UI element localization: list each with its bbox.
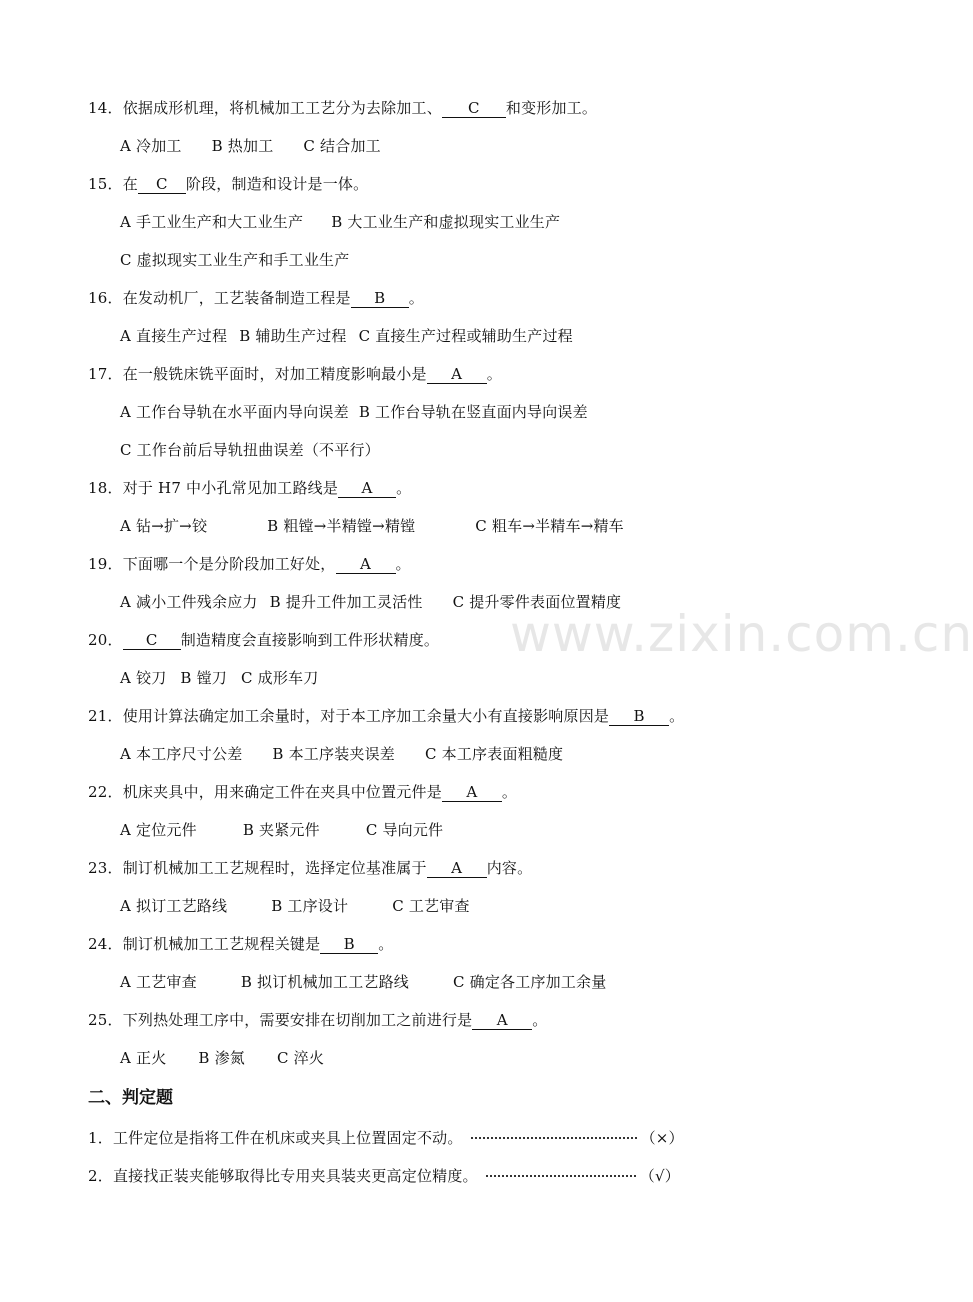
options-21 bbox=[120, 744, 563, 764]
option-a: A 减小工件残余应力 bbox=[120, 593, 258, 611]
answer-blank: A bbox=[442, 784, 502, 802]
option-c: C 本工序表面粗糙度 bbox=[425, 745, 564, 763]
question-20 bbox=[88, 630, 439, 650]
option-b: B 热加工 bbox=[211, 137, 274, 155]
options-14 bbox=[120, 136, 381, 156]
question-number: 21． bbox=[88, 707, 123, 725]
option-c: C 结合加工 bbox=[303, 137, 381, 155]
option-c: C 淬火 bbox=[277, 1049, 325, 1067]
option-b: B 工作台导轨在竖直面内导向误差 bbox=[358, 403, 588, 421]
option-b: B 渗氮 bbox=[198, 1049, 245, 1067]
option-c: C 虚拟现实工业生产和手工业生产 bbox=[120, 251, 350, 269]
question-text: 在一般铣床铣平面时，对加工精度影响最小是 bbox=[122, 365, 427, 383]
option-a: A 铰刀 bbox=[120, 669, 167, 687]
answer-blank: A bbox=[336, 556, 396, 574]
options-18 bbox=[120, 516, 624, 536]
question-number: 23． bbox=[88, 859, 123, 877]
question-number: 20． bbox=[88, 631, 123, 649]
judge-mark: （×） bbox=[640, 1129, 684, 1147]
question-17 bbox=[88, 364, 502, 384]
question-text: 下列热处理工序中，需要安排在切削加工之前进行是 bbox=[122, 1011, 473, 1029]
question-15 bbox=[88, 174, 368, 194]
item-text: 工件定位是指将工件在机床或夹具上位置固定不动。 bbox=[112, 1129, 463, 1147]
options-15 bbox=[120, 212, 560, 232]
question-text-end: 。 bbox=[669, 707, 685, 725]
judge-item-1 bbox=[88, 1128, 684, 1148]
answer-blank: B bbox=[351, 290, 409, 308]
option-a: A 本工序尺寸公差 bbox=[120, 745, 243, 763]
answer-blank: C bbox=[123, 632, 181, 650]
question-number: 19． bbox=[88, 555, 123, 573]
option-a: A 正火 bbox=[120, 1049, 167, 1067]
option-a: A 钻→扩→铰 bbox=[120, 517, 208, 535]
question-18 bbox=[88, 478, 411, 498]
options-17 bbox=[120, 402, 588, 422]
question-text-end: 阶段，制造和设计是一体。 bbox=[185, 175, 369, 193]
answer-blank: A bbox=[427, 366, 487, 384]
judge-mark: （√） bbox=[639, 1167, 680, 1185]
answer-blank: B bbox=[609, 708, 669, 726]
option-c: C 粗车→半精车→精车 bbox=[475, 517, 624, 535]
question-text: 下面哪一个是分阶段加工好处， bbox=[122, 555, 336, 573]
options-20 bbox=[120, 668, 318, 688]
option-a: A 手工业生产和大工业生产 bbox=[120, 213, 304, 231]
option-a: A 工作台导轨在水平面内导向误差 bbox=[120, 403, 349, 421]
options-22 bbox=[120, 820, 443, 840]
option-b: B 拟订机械加工工艺路线 bbox=[240, 973, 410, 991]
option-b: B 工序设计 bbox=[271, 897, 349, 915]
item-text: 直接找正装夹能够取得比专用夹具装夹更高定位精度。 bbox=[112, 1167, 478, 1185]
question-text: 机床夹具中，用来确定工件在夹具中位置元件是 bbox=[122, 783, 442, 801]
question-text-end: 。 bbox=[408, 289, 424, 307]
question-text: 在发动机厂，工艺装备制造工程是 bbox=[122, 289, 351, 307]
question-number: 14． bbox=[88, 99, 123, 117]
question-text-end: 。 bbox=[396, 479, 412, 497]
option-c: C 工作台前后导轨扭曲误差（不平行） bbox=[120, 441, 380, 459]
options-17-line2 bbox=[120, 440, 380, 460]
question-text: 使用计算法确定加工余量时，对于本工序加工余量大小有直接影响原因是 bbox=[122, 707, 610, 725]
option-c: C 直接生产过程或辅助生产过程 bbox=[358, 327, 573, 345]
option-b: B 辅助生产过程 bbox=[239, 327, 347, 345]
question-text: 依据成形机理，将机械加工工艺分为去除加工、 bbox=[122, 99, 442, 117]
option-c: C 确定各工序加工余量 bbox=[453, 973, 607, 991]
item-number: 1． bbox=[88, 1129, 113, 1147]
option-b: B 本工序装夹误差 bbox=[272, 745, 395, 763]
question-text-end: 。 bbox=[532, 1011, 548, 1029]
item-number: 2． bbox=[88, 1167, 113, 1185]
question-text-end: 。 bbox=[501, 783, 518, 801]
options-19 bbox=[120, 592, 621, 612]
section-title: 二、判定题 bbox=[88, 1088, 173, 1108]
option-b: B 夹紧元件 bbox=[242, 821, 320, 839]
option-a: A 拟订工艺路线 bbox=[120, 897, 228, 915]
question-16 bbox=[88, 288, 424, 308]
option-a: A 定位元件 bbox=[120, 821, 197, 839]
option-c: C 工艺审查 bbox=[392, 897, 470, 915]
option-a: A 直接生产过程 bbox=[120, 327, 228, 345]
option-a: A 工艺审查 bbox=[120, 973, 197, 991]
question-22 bbox=[88, 782, 517, 802]
option-b: B 提升工件加工灵活性 bbox=[269, 593, 423, 611]
answer-blank: C bbox=[138, 176, 186, 194]
question-text-end: 制造精度会直接影响到工件形状精度。 bbox=[180, 631, 440, 649]
question-number: 24． bbox=[88, 935, 123, 953]
answer-blank: A bbox=[338, 480, 396, 498]
option-c: C 成形车刀 bbox=[241, 669, 319, 687]
watermark: www.zixin.com.cn bbox=[510, 605, 973, 663]
answer-blank: A bbox=[472, 1012, 532, 1030]
options-15-line2 bbox=[120, 250, 349, 270]
question-text-end: 内容。 bbox=[486, 859, 533, 877]
question-text: 对于 H7 中小孔常见加工路线是 bbox=[122, 479, 339, 497]
question-19 bbox=[88, 554, 411, 574]
question-text-end: 和变形加工。 bbox=[505, 99, 598, 117]
question-number: 16． bbox=[88, 289, 123, 307]
answer-blank: C bbox=[442, 100, 506, 118]
option-b: B 镗刀 bbox=[180, 669, 227, 687]
question-number: 22． bbox=[88, 783, 123, 801]
leader-dots bbox=[471, 1137, 637, 1139]
question-text: 制订机械加工工艺规程时，选择定位基准属于 bbox=[122, 859, 427, 877]
question-text-end: 。 bbox=[395, 555, 411, 573]
question-number: 25． bbox=[88, 1011, 123, 1029]
option-c: C 导向元件 bbox=[365, 821, 444, 839]
option-a: A 冷加工 bbox=[120, 137, 182, 155]
question-23 bbox=[88, 858, 532, 878]
answer-blank: B bbox=[320, 936, 378, 954]
option-b: B 大工业生产和虚拟现实工业生产 bbox=[331, 213, 561, 231]
options-16 bbox=[120, 326, 573, 346]
question-14 bbox=[88, 98, 597, 118]
question-number: 18． bbox=[88, 479, 123, 497]
question-number: 15． bbox=[88, 175, 123, 193]
question-text-end: 。 bbox=[378, 935, 394, 953]
option-b: B 粗镗→半精镗→精镗 bbox=[267, 517, 416, 535]
option-c: C 提升零件表面位置精度 bbox=[452, 593, 622, 611]
options-24 bbox=[120, 972, 606, 992]
question-25 bbox=[88, 1010, 548, 1030]
question-text: 制订机械加工工艺规程关键是 bbox=[122, 935, 321, 953]
question-text-end: 。 bbox=[486, 365, 502, 383]
options-25 bbox=[120, 1048, 324, 1068]
question-text: 在 bbox=[122, 175, 138, 193]
leader-dots bbox=[486, 1175, 636, 1177]
judge-item-2 bbox=[88, 1166, 680, 1186]
question-number: 17． bbox=[88, 365, 123, 383]
answer-blank: A bbox=[427, 860, 487, 878]
question-24 bbox=[88, 934, 394, 954]
question-21 bbox=[88, 706, 684, 726]
options-23 bbox=[120, 896, 470, 916]
